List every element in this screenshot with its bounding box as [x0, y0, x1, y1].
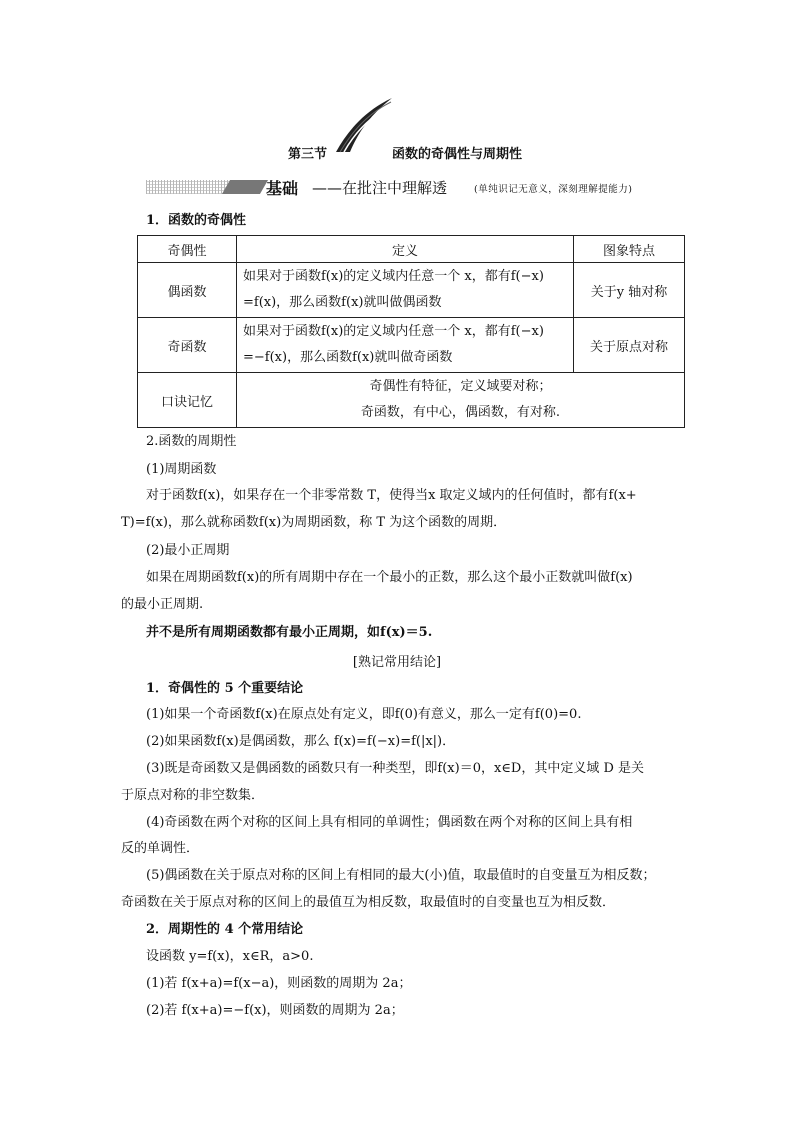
definition-line: 如果对于函数f(x)的定义域内任意一个 x，都有f(−x) — [243, 324, 544, 339]
list-item-continuation: 奇函数在关于原点对称的区间上的最值互为相反数，取最值时的自变量也互为相反数． — [121, 895, 616, 910]
annotation-note: 并不是所有周期函数都有最小正周期，如f(x)＝5. — [146, 625, 433, 640]
paragraph-line: T)=f(x)，那么就称函数f(x)为周期函数，称 T 为这个函数的周期． — [121, 515, 507, 530]
table-row — [138, 263, 685, 318]
table-header: 图象特点 — [574, 236, 685, 263]
definition-line: =f(x)，那么函数f(x)就叫做偶函数 — [243, 295, 442, 310]
table-header-row — [138, 236, 685, 263]
table-cell-feature: 关于y 轴对称 — [574, 263, 685, 318]
banner-note: (单纯识记无意义，深刻理解提能力) — [474, 184, 633, 195]
table-cell-feature: 关于原点对称 — [574, 318, 685, 373]
table-cell-name: 口诀记忆 — [138, 373, 237, 428]
table-row — [138, 318, 685, 373]
foundation-banner — [146, 177, 686, 199]
table-cell-definition — [237, 318, 574, 373]
paragraph-line: 设函数 y=f(x)，x∈R，a>0. — [146, 949, 314, 964]
periodic-function-subheading: (1)周期函数 — [146, 462, 217, 477]
list-item: (1)如果一个奇函数f(x)在原点处有定义，即f(0)有意义，那么一定有f(0)=0. — [146, 707, 582, 722]
parity-table — [137, 235, 685, 428]
periodicity-conclusions-heading: 2．周期性的 4 个常用结论 — [146, 922, 304, 937]
list-item-continuation: 于原点对称的非空数集． — [121, 788, 265, 803]
parity-conclusions-heading: 1．奇偶性的 5 个重要结论 — [146, 681, 304, 696]
list-item: (2)若 f(x+a)=−f(x)，则函数的周期为 2a； — [146, 1003, 404, 1018]
section-number: 第三节 — [288, 147, 328, 162]
definition-line: 如果对于函数f(x)的定义域内任意一个 x，都有f(−x) — [243, 269, 544, 284]
banner-main-text: 基础 — [266, 179, 299, 198]
table-header: 定义 — [237, 236, 574, 263]
table-cell-name: 偶函数 — [138, 263, 237, 318]
list-item: (5)偶函数在关于原点对称的区间上有相同的最大(小)值，取最值时的自变量互为相反数； — [146, 868, 656, 883]
periodicity-heading: 2.函数的周期性 — [146, 434, 237, 449]
list-item: (1)若 f(x+a)=f(x−a)，则函数的周期为 2a； — [146, 976, 412, 991]
table-cell-definition — [237, 263, 574, 318]
list-item: (3)既是奇函数又是偶函数的函数只有一种类型，即f(x)＝0，x∈D，其中定义域 D 是关 — [146, 761, 645, 776]
definition-line: =−f(x)，那么函数f(x)就叫做奇函数 — [243, 350, 453, 365]
conclusions-title: [熟记常用结论] — [352, 655, 442, 670]
table-header: 奇偶性 — [138, 236, 237, 263]
table-cell-mnemonic — [237, 373, 685, 428]
banner-dot-pattern — [146, 180, 234, 194]
list-item: (2)如果函数f(x)是偶函数，那么 f(x)=f(−x)=f(|x|)． — [146, 734, 456, 749]
mnemonic-line: 奇函数，有中心，偶函数，有对称. — [360, 405, 561, 420]
section-header — [0, 143, 794, 163]
table-row — [138, 373, 685, 428]
min-period-subheading: (2)最小正周期 — [146, 543, 230, 558]
paragraph-line: 对于函数f(x)，如果存在一个非零常数 T，使得当x 取定义域内的任何值时，都有f(x+ — [146, 488, 637, 503]
mnemonic-line: 奇偶性有特征，定义域要对称； — [369, 379, 552, 394]
paragraph-line: 如果在周期函数f(x)的所有周期中存在一个最小的正数，那么这个最小正数就叫做f(x) — [146, 570, 633, 585]
banner-bar — [222, 180, 268, 194]
paragraph-line: 的最小正周期. — [121, 597, 204, 612]
banner-sub-text: ——在批注中理解透 — [312, 179, 448, 197]
list-item: (4)奇函数在两个对称的区间上具有相同的单调性；偶函数在两个对称的区间上具有相 — [146, 815, 633, 830]
table-cell-name: 奇函数 — [138, 318, 237, 373]
parity-heading: 1．函数的奇偶性 — [146, 213, 247, 228]
list-item-continuation: 反的单调性． — [121, 841, 200, 856]
section-title: 函数的奇偶性与周期性 — [392, 147, 523, 162]
